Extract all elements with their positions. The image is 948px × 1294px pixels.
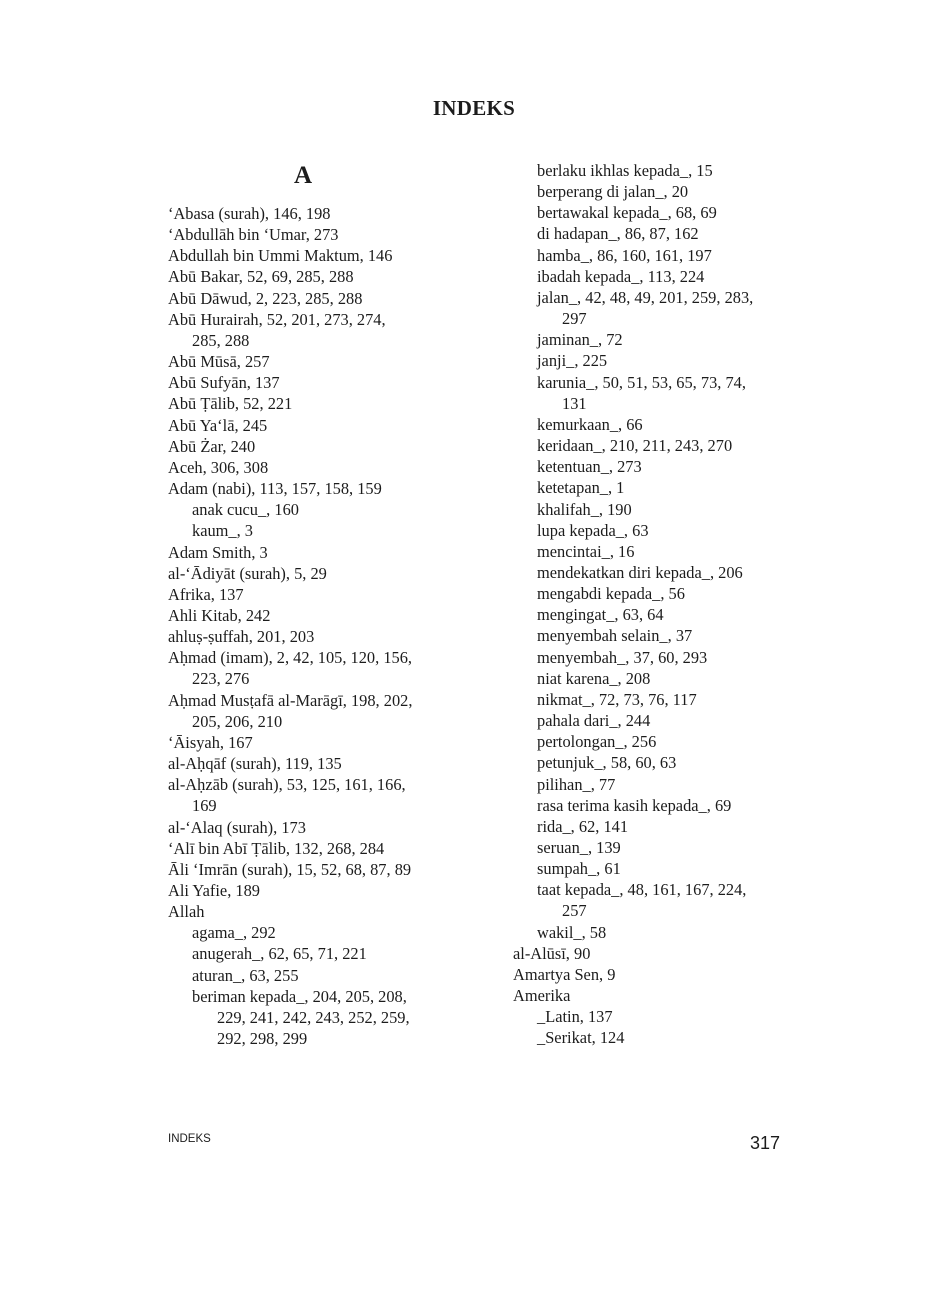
index-entry: keridaan_, 210, 211, 243, 270: [537, 436, 733, 456]
index-entry: karunia_, 50, 51, 53, 65, 73, 74,: [537, 372, 746, 392]
index-entry: Ali Yafie, 189: [168, 881, 260, 900]
index-entry: khalifah_, 190: [537, 499, 632, 519]
index-entry: rida_, 62, 141: [537, 816, 629, 836]
index-entry: 292, 298, 299: [217, 1029, 308, 1049]
index-entry: 285, 288: [192, 330, 250, 350]
index-entry: mendekatkan diri kepada_, 206: [537, 562, 743, 582]
index-entry: Abū Ya‘lā, 245: [168, 415, 268, 435]
index-entry: pilihan_, 77: [537, 774, 616, 794]
index-entry: rasa terima kasih kepada_, 69: [537, 795, 732, 815]
index-entry: menyembah_, 37, 60, 293: [537, 647, 708, 667]
index-entry: nikmat_, 72, 73, 76, 117: [537, 689, 697, 709]
right-entries: [513, 160, 813, 1049]
index-entry: petunjuk_, 58, 60, 63: [537, 753, 677, 773]
index-entry: ibadah kepada_, 113, 224: [537, 266, 705, 286]
index-entry: ‘Alī bin Abī Ṭālib, 132, 268, 284: [168, 838, 385, 858]
index-entry: al-‘Alaq (surah), 173: [168, 817, 306, 837]
index-entry: _Serikat, 124: [537, 1028, 625, 1048]
index-entry: Abdullah bin Ummi Maktum, 146: [168, 246, 393, 266]
index-entry: 257: [562, 901, 587, 921]
index-entry: aturan_, 63, 255: [192, 965, 299, 985]
index-entry: 223, 276: [192, 669, 250, 689]
index-entry: anak cucu_, 160: [192, 500, 299, 520]
index-entry: al-Alūsī, 90: [513, 943, 591, 963]
index-entry: anugerah_, 62, 65, 71, 221: [192, 944, 367, 964]
index-entry: Aceh, 306, 308: [168, 457, 269, 477]
index-entry: berperang di jalan_, 20: [537, 182, 689, 202]
index-entry: Abū Mūsā, 257: [168, 352, 270, 372]
footer-label: INDEKS: [168, 1133, 211, 1145]
index-entry: taat kepada_, 48, 161, 167, 224,: [537, 880, 747, 900]
index-entry: Abū Dāwud, 2, 223, 285, 288: [168, 288, 363, 308]
index-entry: di hadapan_, 86, 87, 162: [537, 224, 699, 244]
index-entry: Allah: [168, 902, 205, 922]
index-entry: wakil_, 58: [537, 922, 607, 942]
index-entry: _Latin, 137: [537, 1007, 613, 1027]
index-entry: berlaku ikhlas kepada_, 15: [537, 161, 713, 180]
index-entry: Afrika, 137: [168, 584, 244, 604]
index-entry: pahala dari_, 244: [537, 711, 651, 731]
index-entry: Abū Ṭālib, 52, 221: [168, 394, 293, 414]
section-letter: A: [293, 162, 313, 189]
index-entry: menyembah selain_, 37: [537, 626, 693, 646]
index-entry: pertolongan_, 256: [537, 732, 657, 752]
index-entry: janji_, 225: [537, 351, 608, 371]
index-entry: kaum_, 3: [192, 521, 254, 541]
index-entry: 205, 206, 210: [192, 711, 283, 731]
index-entry: Abū Żar, 240: [168, 436, 256, 456]
index-entry: Abū Bakar, 52, 69, 285, 288: [168, 267, 354, 287]
index-entry: ‘Abdullāh bin ‘Umar, 273: [168, 225, 339, 245]
index-entry: beriman kepada_, 204, 205, 208,: [192, 986, 407, 1006]
index-entry: Ahli Kitab, 242: [168, 605, 271, 625]
index-entry: lupa kepada_, 63: [537, 520, 649, 540]
index-entry: Adam Smith, 3: [168, 542, 268, 562]
index-column-left: [168, 161, 468, 1049]
index-entry: Aḥmad (imam), 2, 42, 105, 120, 156,: [168, 648, 413, 668]
index-entry: agama_, 292: [192, 923, 276, 943]
index-entry: Aḥmad Musṭafā al-Marāgī, 198, 202,: [168, 690, 413, 710]
left-entries: [168, 203, 468, 1049]
index-column-right: [513, 160, 813, 1049]
index-entry: ketentuan_, 273: [537, 457, 642, 477]
index-entry: 131: [562, 393, 587, 413]
index-entry: Abū Sufyān, 137: [168, 373, 280, 393]
index-entry: Amartya Sen, 9: [513, 964, 616, 984]
index-entry: jaminan_, 72: [537, 330, 623, 350]
index-entry: al-Aḥzāb (surah), 53, 125, 161, 166,: [168, 775, 406, 795]
index-entry: sumpah_, 61: [537, 859, 621, 879]
page-title: INDEKS: [432, 96, 516, 120]
index-entry: kemurkaan_, 66: [537, 414, 643, 434]
index-entry: ahluṣ-ṣuffah, 201, 203: [168, 627, 315, 647]
index-entry: jalan_, 42, 48, 49, 201, 259, 283,: [537, 287, 754, 307]
index-entry: seruan_, 139: [537, 838, 621, 857]
page-number: 317: [749, 1133, 780, 1153]
index-entry: mencintai_, 16: [537, 541, 635, 561]
index-entry: bertawakal kepada_, 68, 69: [537, 203, 717, 223]
index-entry: mengingat_, 63, 64: [537, 605, 664, 625]
index-entry: al-Aḥqāf (surah), 119, 135: [168, 754, 342, 774]
index-entry: Abū Hurairah, 52, 201, 273, 274,: [168, 309, 386, 329]
index-entry: niat karena_, 208: [537, 668, 651, 688]
index-entry: hamba_, 86, 160, 161, 197: [537, 245, 712, 265]
index-entry: Āli ‘Imrān (surah), 15, 52, 68, 87, 89: [168, 859, 412, 879]
index-entry: 169: [192, 796, 217, 816]
index-entry: ketetapan_, 1: [537, 478, 625, 498]
index-entry: al-‘Ādiyāt (surah), 5, 29: [168, 563, 327, 583]
index-entry: Adam (nabi), 113, 157, 158, 159: [168, 479, 382, 499]
index-entry: ‘Abasa (surah), 146, 198: [168, 204, 331, 223]
index-entry: 297: [562, 309, 587, 329]
index-entry: Amerika: [513, 986, 571, 1006]
index-entry: mengabdi kepada_, 56: [537, 584, 685, 604]
index-entry: ‘Āisyah, 167: [168, 732, 253, 752]
index-entry: 229, 241, 242, 243, 252, 259,: [217, 1007, 410, 1027]
